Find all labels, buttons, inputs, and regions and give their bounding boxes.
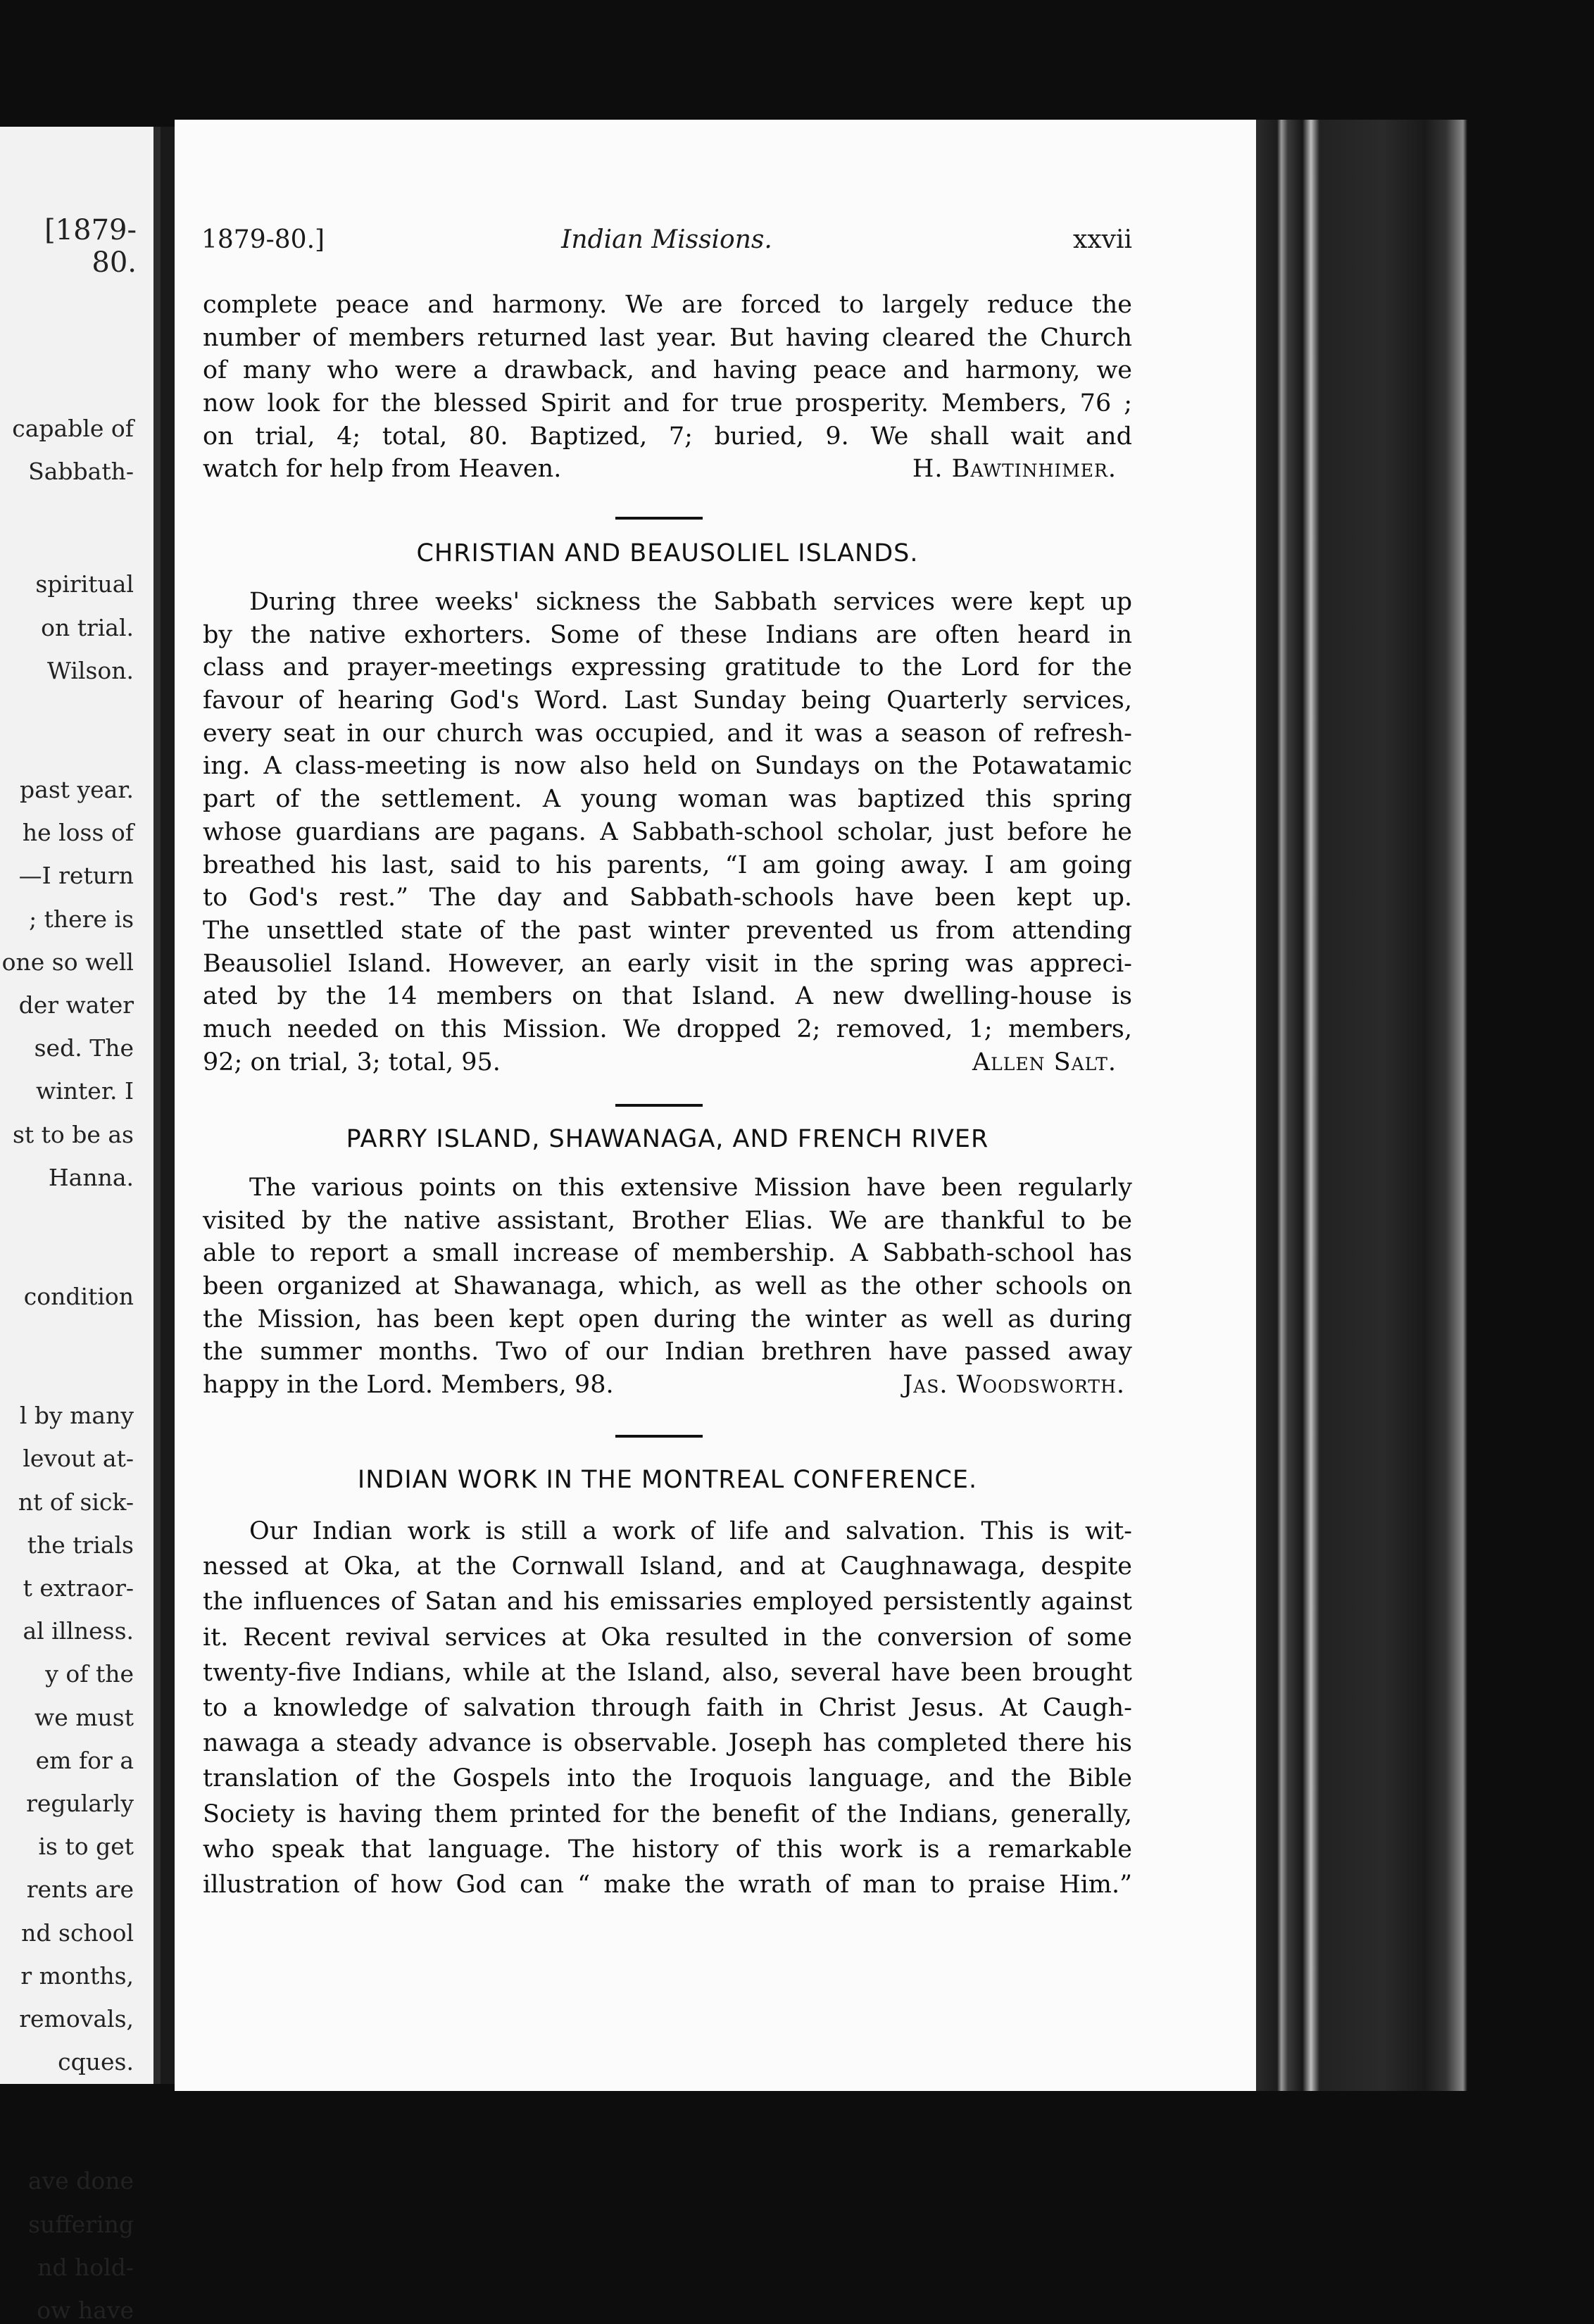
text-line: on trial, 4; total, 80. Baptized, 7; buried, 9. We shall wait and: [203, 422, 1132, 451]
left-page-line: nd school: [21, 1918, 134, 1947]
left-page-line: the trials: [27, 1531, 134, 1559]
left-page-line: nt of sick-: [18, 1488, 134, 1516]
section-continuation: [203, 289, 1132, 486]
left-page-line: condition: [23, 1283, 134, 1310]
left-page-line: Sabbath-: [28, 458, 134, 486]
left-page-line: ; there is: [29, 905, 134, 933]
text-line: 92; on trial, 3; total, 95.: [203, 1048, 501, 1076]
left-page-line: t extraor-: [23, 1574, 134, 1602]
text-line: to God's rest.” The day and Sabbath-schools have been kept up.: [203, 884, 1132, 912]
running-head-date: 1879-80.]: [201, 225, 325, 254]
left-page-line: ave done: [27, 2167, 134, 2195]
section-christian-beausoliel: [203, 586, 1132, 1079]
signature-line: [203, 453, 1132, 486]
text-line: The unsettled state of the past winter prevented us from attending: [203, 916, 1132, 945]
text-line: it. Recent revival services at Oka resulted in the conversion of some: [203, 1623, 1132, 1652]
text-line: to a knowledge of salvation through faith in Christ Jesus. At Caugh-: [203, 1693, 1132, 1722]
signature-line: [203, 1046, 1132, 1079]
text-line: the summer months. Two of our Indian brethren have passed away: [203, 1338, 1132, 1367]
text-line: much needed on this Mission. We dropped 2; removed, 1; members,: [203, 1015, 1132, 1043]
left-page-running-head: [1879-80.: [44, 214, 137, 279]
left-page-line: —I return: [18, 862, 134, 890]
left-page-line: Hanna.: [48, 1163, 134, 1191]
text-line: nessed at Oka, at the Cornwall Island, and at Caughnawaga, despite: [203, 1552, 1132, 1581]
text-line: whose guardians are pagans. A Sabbath-school scholar, just before he: [203, 817, 1132, 846]
left-page-line: capable of: [12, 415, 134, 442]
left-page-line: he loss of: [22, 819, 134, 847]
left-page-line: nd hold-: [37, 2253, 134, 2281]
text-line: now look for the blessed Spirit and for true prosperity. Members, 76 ;: [203, 389, 1132, 418]
text-line: translation of the Gospels into the Iroquois language, and the Bible: [203, 1764, 1132, 1793]
section-divider: [615, 1104, 703, 1107]
text-line: watch for help from Heaven.: [203, 455, 562, 484]
text-line: Our Indian work is still a work of life and salvation. This is wit-: [249, 1517, 1132, 1545]
text-line: the Mission, has been kept open during the winter as well as during: [203, 1305, 1132, 1333]
page-number: xxvii: [1073, 225, 1132, 254]
left-facing-page: [0, 127, 161, 2324]
text-line: by the native exhorters. Some of these Indians are often heard in: [203, 620, 1132, 649]
section-parry-island: [203, 1172, 1132, 1402]
left-page-line: cques.: [58, 2048, 134, 2076]
signature-line: [203, 1369, 1132, 1402]
left-page-line: one so well: [1, 948, 134, 976]
main-page: [175, 120, 1256, 2091]
page-edge-stack: [1256, 120, 1467, 2091]
text-line: breathed his last, said to his parents, “I am going away. I am going: [203, 850, 1132, 879]
left-page-line: on trial.: [41, 613, 134, 641]
left-page-line: Wilson.: [47, 656, 134, 684]
text-line: illustration of how God can “ make the wrath of man to praise Him.”: [203, 1870, 1132, 1899]
text-line: Society is having them printed for the benefit of the Indians, generally,: [203, 1799, 1132, 1828]
text-line: The various points on this extensive Mission have been regularly: [249, 1174, 1132, 1202]
text-line: ing. A class-meeting is now also held on Sundays on the Potawatamic: [203, 752, 1132, 781]
text-line: nawaga a steady advance is observable. Joseph has completed there his: [203, 1729, 1132, 1758]
section-divider: [615, 517, 703, 520]
section-montreal-conference: [203, 1514, 1132, 1902]
section-title: CHRISTIAN AND BEAUSOLIEL ISLANDS.: [416, 539, 919, 567]
text-line: part of the settlement. A young woman was baptized this spring: [203, 785, 1132, 814]
text-line: ated by the 14 members on that Island. A new dwelling-house is: [203, 982, 1132, 1011]
left-page-line: em for a: [35, 1746, 134, 1774]
text-line: During three weeks' sickness the Sabbath services were kept up: [249, 588, 1132, 616]
text-line: complete peace and harmony. We are forced to largely reduce the: [203, 291, 1132, 319]
text-line: able to report a small increase of membership. A Sabbath-school has: [203, 1239, 1132, 1268]
running-head-title: Indian Missions.: [561, 225, 772, 254]
section-title: PARRY ISLAND, SHAWANAGA, AND FRENCH RIVER: [346, 1125, 989, 1153]
left-page-line: we must: [34, 1703, 134, 1731]
text-line: favour of hearing God's Word. Last Sunday being Quarterly services,: [203, 686, 1132, 715]
text-line: been organized at Shawanaga, which, as well as the other schools on: [203, 1272, 1132, 1301]
left-page-line: suffering: [28, 2210, 134, 2238]
running-head: [201, 225, 1132, 260]
left-page-line: r months,: [20, 1961, 134, 1990]
text-line: class and prayer-meetings expressing gratitude to the Lord for the: [203, 653, 1132, 682]
text-line: number of members returned last year. But having cleared the Church: [203, 323, 1132, 352]
section-divider: [615, 1435, 703, 1438]
signature: Allen Salt.: [972, 1048, 1117, 1076]
text-line: twenty-five Indians, while at the Island, also, several have been brought: [203, 1658, 1132, 1687]
signature: Jas. Woodsworth.: [903, 1371, 1125, 1400]
signature: H. Bawtinhimer.: [912, 455, 1117, 484]
left-page-line: spiritual: [35, 570, 134, 598]
text-line: visited by the native assistant, Brother Elias. We are thankful to be: [203, 1206, 1132, 1235]
left-page-line: winter. I: [35, 1077, 134, 1105]
left-page-line: regularly: [26, 1790, 134, 1817]
left-page-line: sed. The: [34, 1034, 134, 1062]
left-page-line: rents are: [26, 1876, 134, 1904]
left-page-line: al illness.: [23, 1617, 134, 1645]
left-page-line: st to be as: [12, 1120, 134, 1148]
section-title: INDIAN WORK IN THE MONTREAL CONFERENCE.: [357, 1466, 978, 1494]
left-page-line: levout at-: [23, 1445, 134, 1473]
left-page-line: removals,: [19, 2005, 134, 2033]
text-line: of many who were a drawback, and having peace and harmony, we: [203, 356, 1132, 385]
text-line: happy in the Lord. Members, 98.: [203, 1371, 614, 1400]
left-page-line: l by many: [19, 1402, 134, 1430]
text-line: every seat in our church was occupied, and it was a season of refresh-: [203, 719, 1132, 748]
text-line: the influences of Satan and his emissaries employed persistently against: [203, 1588, 1132, 1616]
left-page-line: is to get: [38, 1833, 134, 1861]
text-line: Beausoliel Island. However, an early visit in the spring was appreci-: [203, 949, 1132, 978]
left-page-line: der water: [18, 991, 134, 1019]
left-page-line: y of the: [45, 1660, 134, 1688]
text-line: who speak that language. The history of this work is a remarkable: [203, 1835, 1132, 1864]
left-page-line: ow have: [37, 2297, 134, 2324]
left-page-line: past year.: [20, 776, 134, 803]
